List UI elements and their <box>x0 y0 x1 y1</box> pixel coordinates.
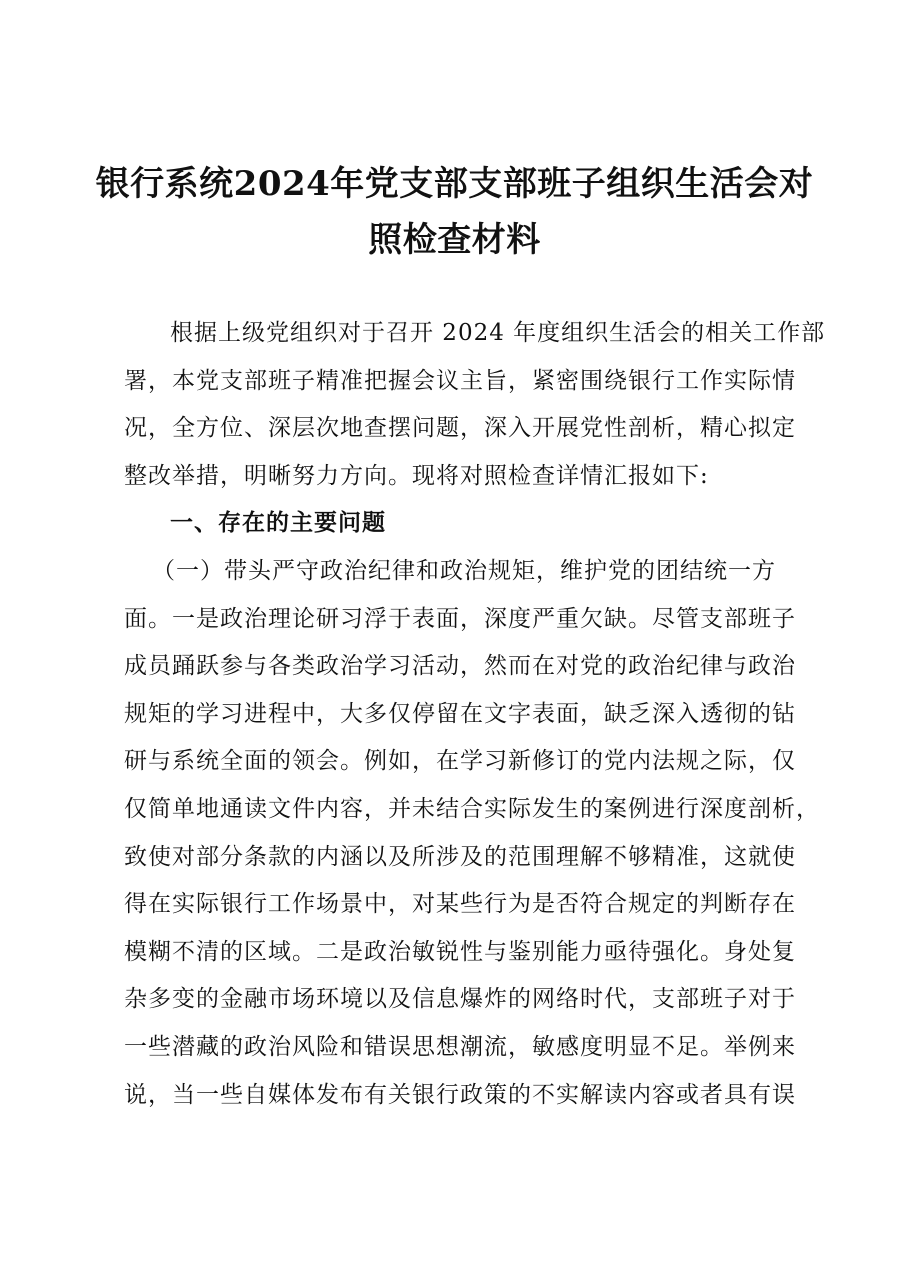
text-line: 署，本党支部班子精准把握会议主旨，紧密围绕银行工作实际情 <box>124 367 796 394</box>
intro-paragraph <box>124 310 826 500</box>
text-line: 一些潜藏的政治风险和错误思想潮流，敏感度明显不足。举例来 <box>124 1033 796 1060</box>
text-line: 根据上级党组织对于召开 2024 年度组织生活会的相关工作部 <box>170 320 826 346</box>
section-heading: 一、存在的主要问题 <box>170 510 386 537</box>
title-line: 照检查材料 <box>368 220 541 260</box>
text-line: 杂多变的金融市场环境以及信息爆炸的网络时代，支部班子对于 <box>124 986 796 1013</box>
text-line: 规矩的学习进程中，大多仅停留在文字表面，缺乏深入透彻的钻 <box>124 700 796 727</box>
text-line: 得在实际银行工作场景中，对某些行为是否符合规定的判断存在 <box>124 891 796 918</box>
text-line: （一）带头严守政治纪律和政治规矩，维护党的团结统一方 <box>152 557 776 584</box>
title-line: 银行系统2024年党支部支部班子组织生活会对 <box>95 164 814 204</box>
text-line: 仅简单地通读文件内容，并未结合实际发生的案例进行深度剖析， <box>124 795 820 822</box>
document-title <box>90 156 819 268</box>
text-line: 整改举措，明晰努力方向。现将对照检查详情汇报如下: <box>124 462 709 489</box>
text-line: 研与系统全面的领会。例如，在学习新修订的党内法规之际，仅 <box>124 748 796 775</box>
text-line: 面。一是政治理论研习浮于表面，深度严重欠缺。尽管支部班子 <box>124 605 796 632</box>
text-line: 致使对部分条款的内涵以及所涉及的范围理解不够精准，这就使 <box>124 843 796 870</box>
document-body <box>124 310 826 1119</box>
text-line: 模糊不清的区域。二是政治敏锐性与鉴别能力亟待强化。身处复 <box>124 938 796 965</box>
section-paragraph <box>124 548 820 1119</box>
text-line: 说，当一些自媒体发布有关银行政策的不实解读内容或者具有误 <box>124 1081 796 1108</box>
text-line: 成员踊跃参与各类政治学习活动，然而在对党的政治纪律与政治 <box>124 653 796 680</box>
text-line: 况，全方位、深层次地查摆问题，深入开展党性剖析，精心拟定 <box>124 415 796 442</box>
